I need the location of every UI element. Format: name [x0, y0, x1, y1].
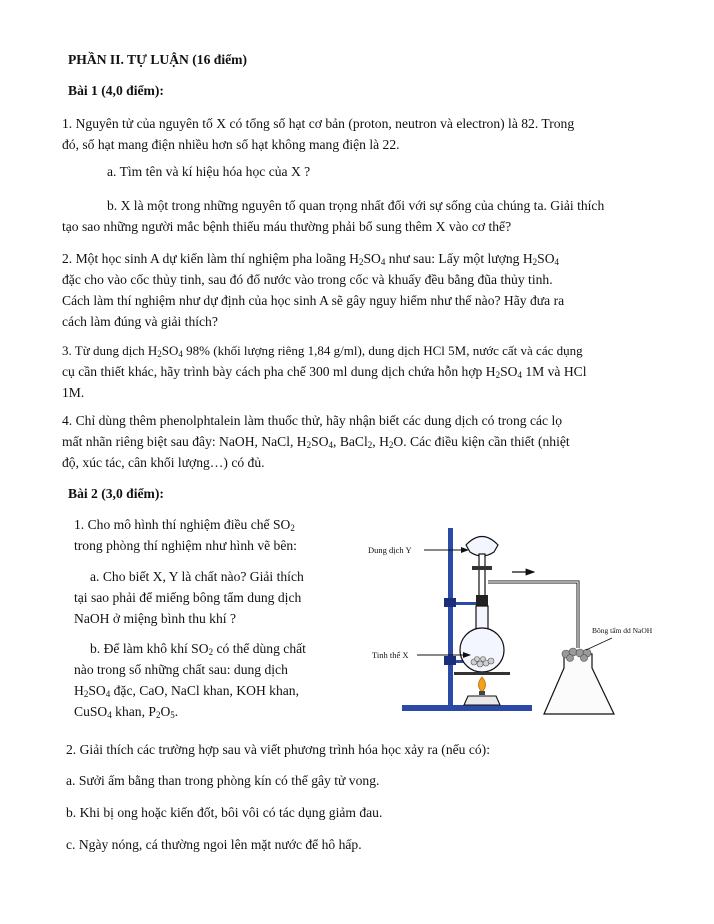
- label-tinh-the-x: Tinh thể X: [372, 650, 409, 660]
- bai2-q1-b-line1: b. Để làm khô khí $SO_2$ có thể dùng chất: [90, 641, 306, 657]
- bai1-q2-line2: đặc cho vào cốc thủy tinh, sau đó đổ nước vào trong cốc và khuấy đều bằng đũa thủy tinh.: [62, 272, 553, 287]
- bai2-q2: 2. Giải thích các trường hợp sau và viết phương trình hóa học xảy ra (nếu có):: [66, 742, 490, 757]
- label-dung-dich-y: Dung dịch Y: [368, 545, 412, 555]
- label-bong-tam-naoh: Bông tẩm dd NaOH: [592, 626, 653, 635]
- label-cotton-pointer: [586, 638, 612, 650]
- bai2-q1-b-line3: $H_2SO_4$ đặc, CaO, NaCl khan, KOH khan,: [74, 683, 299, 699]
- bai1-q1-b-line1: b. X là một trong những nguyên tố quan trọng nhất đối với sự sống của chúng ta. Giải thích: [107, 198, 605, 213]
- bai1-q2-line3: Cách làm thí nghiệm như dự định của học sinh A sẽ gây nguy hiểm như thế nào? Hãy đưa ra: [62, 293, 565, 308]
- bai2-q1-a-line2: tại sao phải để miếng bông tẩm dung dịch: [74, 590, 302, 605]
- bai2-heading: Bài 2 (3,0 điểm):: [68, 486, 164, 501]
- bai1-q3-line1: 3. Từ dung dịch $H_2SO_4$ 98% (khối lượng riêng 1,84 g/ml), dung dịch HCl 5M, nước cất và các dụng: [62, 343, 583, 359]
- bai2-q1-line1: 1. Cho mô hình thí nghiệm điều chế $SO_2$: [74, 517, 295, 533]
- bai1-q1-line1: 1. Nguyên tử của nguyên tố X có tổng số hạt cơ bản (proton, neutron và electron) là 82. Trong: [62, 116, 575, 131]
- bai1-q3-line3: 1M.: [62, 385, 85, 400]
- conical-flask: [544, 654, 614, 714]
- bai2-q2-b: b. Khi bị ong hoặc kiến đốt, bôi vôi có tác dụng giảm đau.: [66, 805, 383, 820]
- delivery-tube: [488, 582, 578, 648]
- bai2-q1-a-line3: NaOH ở miệng bình thu khí ?: [74, 611, 236, 626]
- bai1-q4-line2: mất nhãn riêng biệt sau đây: NaOH, NaCl, $H_2SO_4$, BaCl$_2$, $H_2O$. Các điều kiện cần thiết (nhiệt: [62, 434, 570, 450]
- bai2-q1-b-line2: nào trong số những chất sau: dung dịch: [74, 662, 288, 677]
- stand-base: [402, 705, 532, 711]
- bai1-q1-line2: đó, số hạt mang điện nhiều hơn số hạt không mang điện là 22.: [62, 137, 400, 152]
- stopper: [476, 595, 488, 607]
- bai2-q2-a: a. Sưởi ấm bằng than trong phòng kín có thể gây tử vong.: [66, 773, 380, 788]
- bai1-q4-line3: độ, xúc tác, cân khối lượng…) có đủ.: [62, 455, 265, 470]
- dropping-funnel: [466, 537, 498, 599]
- bai1-heading: Bài 1 (4,0 điểm):: [68, 83, 164, 98]
- bai1-q4-line1: 4. Chỉ dùng thêm phenolphtalein làm thuốc thử, hãy nhận biết các dung dịch có trong các lọ: [62, 413, 563, 428]
- wire-gauze: [454, 672, 510, 675]
- alcohol-burner: [464, 677, 500, 705]
- bai1-q2-line1: 2. Một học sinh A dự kiến làm thí nghiệm pha loãng $H_2SO_4$ như sau: Lấy một lượng $H_2SO_4$: [62, 251, 560, 267]
- bai1-q1-b-line2: tạo sao những người mắc bệnh thiếu máu thường phải bổ sung thêm X vào cơ thể?: [62, 219, 512, 234]
- bai2-q1-b-line4: CuSO$_4$ khan, $P_2O_5$.: [74, 704, 179, 720]
- bai1-q2-line4: cách làm đúng và giải thích?: [62, 314, 218, 329]
- bai1-q3-line2: cụ cần thiết khác, hãy trình bày cách pha chế 300 ml dung dịch chứa hỗn hợp $H_2SO_4$ 1M và HCl: [62, 364, 587, 380]
- part-title: PHẦN II. TỰ LUẬN (16 điểm): [68, 52, 247, 67]
- bai2-q2-c: c. Ngày nóng, cá thường ngoi lên mặt nước để hô hấp.: [66, 837, 362, 852]
- bai1-q1-a: a. Tìm tên và kí hiệu hóa học của X ?: [107, 164, 311, 179]
- bai2-q1-a-line1: a. Cho biết X, Y là chất nào? Giải thích: [90, 569, 304, 584]
- so2-apparatus-diagram: [362, 520, 662, 720]
- bai2-q1-line2: trong phòng thí nghiệm như hình vẽ bên:: [74, 538, 297, 553]
- stand-rod: [448, 528, 453, 706]
